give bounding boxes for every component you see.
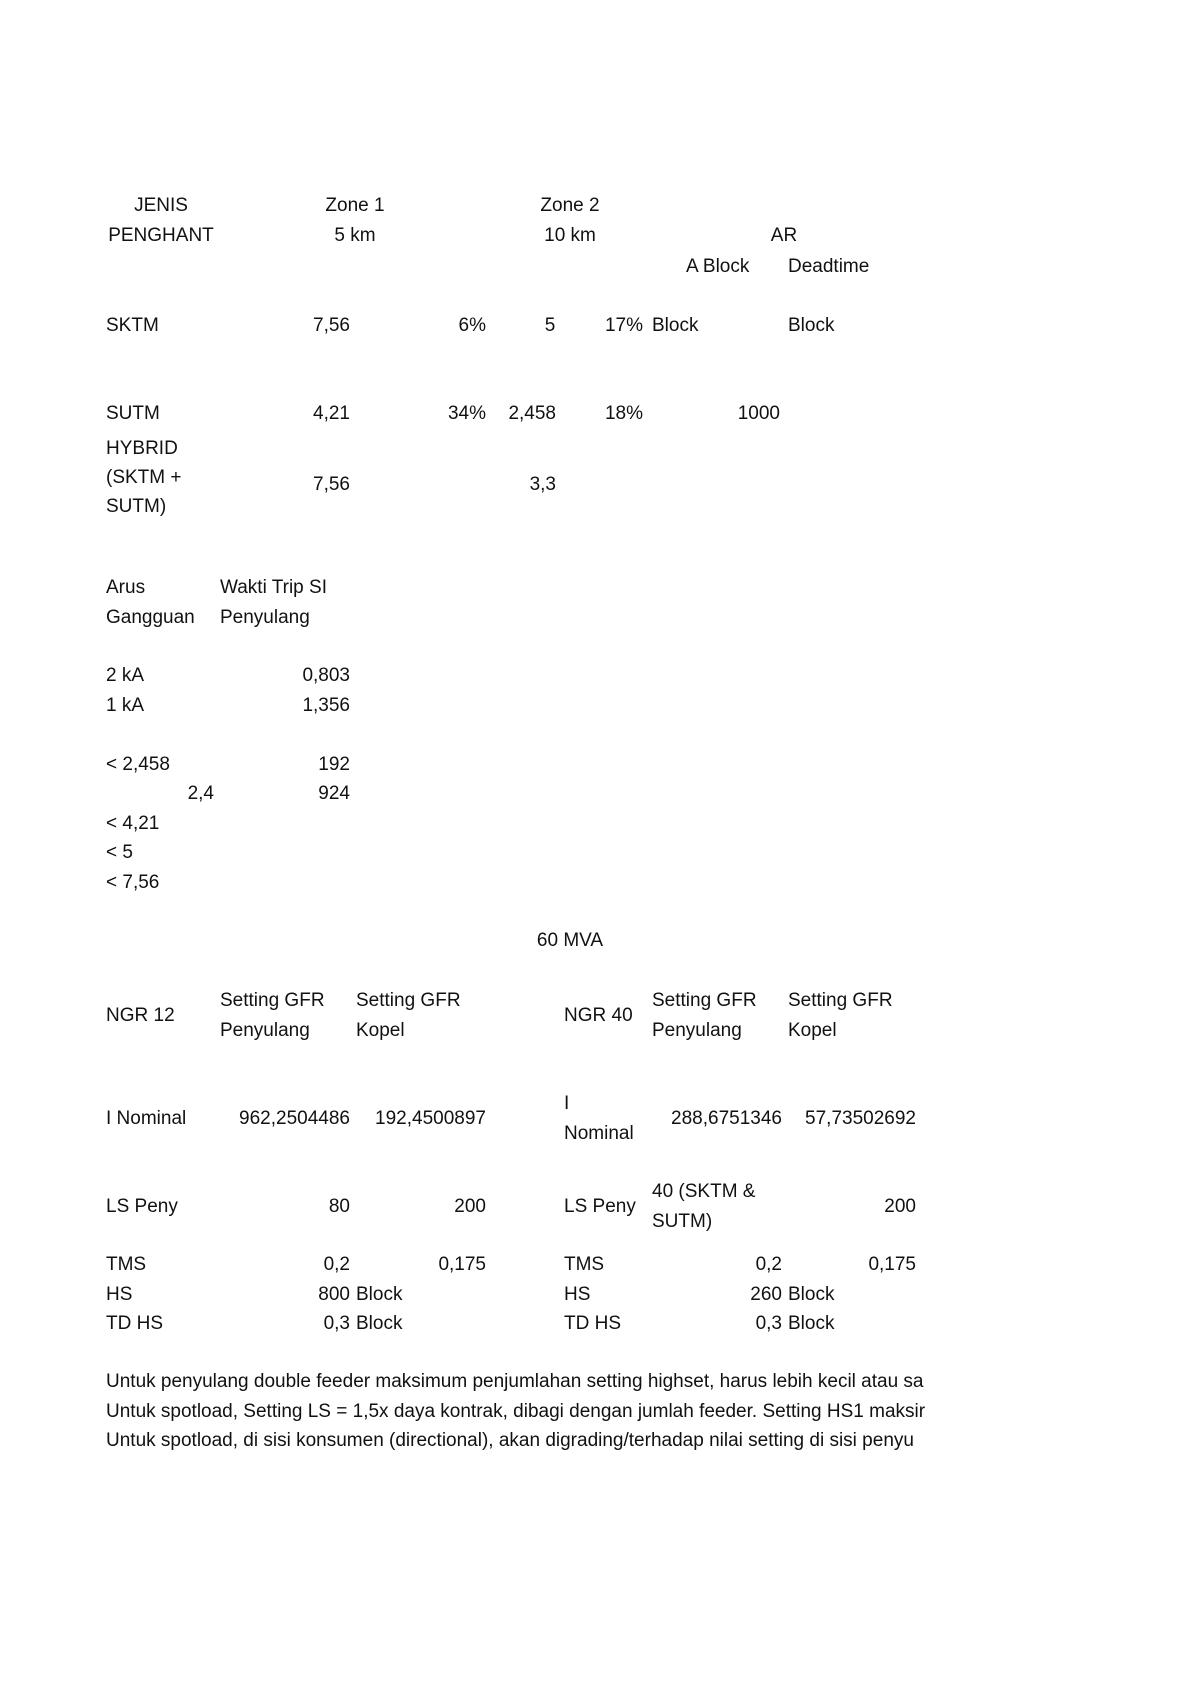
- note-spotload-directional: Untuk spotload, di sisi konsumen (directional), akan digrading/terhadap nilai setting di sisi penyu: [106, 1430, 914, 1451]
- trip-list-a: 2,4: [187, 783, 214, 804]
- trip-row-waktu: 1,356: [302, 695, 350, 716]
- ngr12-tms-v2: 0,175: [438, 1254, 486, 1275]
- ngr12-col1-line1: Setting GFR: [220, 990, 325, 1011]
- row-sktm-deadtime: Block: [788, 315, 835, 336]
- ngr12-tms-v1: 0,2: [323, 1254, 350, 1275]
- header-jenis: JENIS: [134, 195, 188, 216]
- ngr40-ls-label: LS Peny: [564, 1196, 636, 1217]
- trip-header-gangguan: Gangguan: [106, 607, 195, 628]
- ngr40-tdhs-v1: 0,3: [755, 1313, 782, 1334]
- row-sktm-z1: 7,56: [313, 315, 350, 336]
- trip-row-arus: 2 kA: [106, 665, 145, 686]
- ngr12-ls-v2: 200: [454, 1196, 486, 1217]
- ngr12-tdhs-label: TD HS: [106, 1313, 163, 1334]
- trip-row-arus: 1 kA: [106, 695, 145, 716]
- trip-list-a: < 5: [106, 842, 133, 863]
- ngr40-col2-line1: Setting GFR: [788, 990, 893, 1011]
- ngr40-title: NGR 40: [564, 1005, 633, 1026]
- ngr40-hs-v1: 260: [750, 1284, 782, 1305]
- row-hybrid-z2: 3,3: [529, 474, 556, 495]
- ngr40-inominal-label-line2: Nominal: [564, 1123, 634, 1144]
- trip-list-b: 924: [318, 783, 350, 804]
- trip-list-b: 192: [318, 754, 350, 775]
- row-hybrid-line1: HYBRID: [106, 438, 178, 459]
- header-penghant: PENGHANT: [108, 225, 214, 246]
- ngr12-hs-v2: Block: [356, 1284, 403, 1305]
- ngr12-tdhs-v1: 0,3: [323, 1313, 350, 1334]
- header-zone2-km: 10 km: [544, 225, 596, 246]
- ngr40-inominal-v1: 288,6751346: [671, 1108, 782, 1129]
- ngr40-ls-v1-line1: 40 (SKTM &: [652, 1181, 756, 1202]
- header-zone1: Zone 1: [325, 195, 385, 216]
- trip-list-a: < 4,21: [106, 813, 160, 834]
- row-sutm-z2-pct: 18%: [604, 403, 643, 424]
- trip-list-a: < 2,458: [106, 754, 170, 775]
- row-sktm-z2: 5: [544, 315, 556, 336]
- row-sktm-z2-pct: 17%: [604, 315, 643, 336]
- mva-label: 60 MVA: [536, 930, 604, 951]
- ngr40-inominal-label-line1: I: [564, 1093, 570, 1114]
- ngr40-tms-v1: 0,2: [755, 1254, 782, 1275]
- ngr40-hs-v2: Block: [788, 1284, 835, 1305]
- row-sutm-ar-value: 1000: [737, 403, 780, 424]
- ngr40-tms-label: TMS: [564, 1254, 605, 1275]
- ngr40-col2-line2: Kopel: [788, 1020, 837, 1041]
- note-spotload-setting: Untuk spotload, Setting LS = 1,5x daya kontrak, dibagi dengan jumlah feeder. Setting HS1 maksir: [106, 1401, 926, 1422]
- row-sktm-z1-pct: 6%: [458, 315, 486, 336]
- row-sktm-name: SKTM: [106, 315, 159, 336]
- note-double-feeder: Untuk penyulang double feeder maksimum penjumlahan setting highset, harus lebih kecil atau sa: [106, 1371, 924, 1392]
- ngr12-ls-label: LS Peny: [106, 1196, 178, 1217]
- row-sutm-z2: 2,458: [508, 403, 556, 424]
- ngr12-hs-label: HS: [106, 1284, 133, 1305]
- ngr40-inominal-v2: 57,73502692: [805, 1108, 916, 1129]
- header-zone1-km: 5 km: [334, 225, 376, 246]
- ngr40-tdhs-label: TD HS: [564, 1313, 621, 1334]
- ngr12-ls-v1: 80: [328, 1196, 350, 1217]
- row-hybrid-name: [106, 438, 206, 517]
- ngr12-tdhs-v2: Block: [356, 1313, 403, 1334]
- ngr40-hs-label: HS: [564, 1284, 591, 1305]
- ngr12-hs-v1: 800: [318, 1284, 350, 1305]
- ngr12-inominal-v2: 192,4500897: [375, 1108, 486, 1129]
- row-hybrid-line2: (SKTM +: [106, 467, 182, 488]
- ngr12-title: NGR 12: [106, 1005, 175, 1026]
- header-ar: AR: [770, 225, 798, 246]
- ngr40-tms-v2: 0,175: [868, 1254, 916, 1275]
- ngr12-col2-line1: Setting GFR: [356, 990, 461, 1011]
- row-sutm-z1-pct: 34%: [447, 403, 486, 424]
- row-sutm-z1: 4,21: [313, 403, 350, 424]
- header-zone2: Zone 2: [540, 195, 600, 216]
- trip-header-arus: Arus: [106, 577, 146, 598]
- ngr40-ls-v1-line2: SUTM): [652, 1211, 713, 1232]
- row-sktm-a-block: Block: [652, 315, 699, 336]
- ngr12-col1-line2: Penyulang: [220, 1020, 310, 1041]
- header-deadtime: Deadtime: [788, 256, 870, 277]
- header-a-block: A Block: [686, 256, 750, 277]
- trip-header-penyulang: Penyulang: [220, 607, 310, 628]
- ngr12-tms-label: TMS: [106, 1254, 147, 1275]
- ngr40-ls-v2: 200: [884, 1196, 916, 1217]
- row-hybrid-z1: 7,56: [313, 474, 350, 495]
- ngr12-inominal-v1: 962,2504486: [239, 1108, 350, 1129]
- trip-header-wakti: Wakti Trip SI: [220, 577, 327, 598]
- trip-list-a: < 7,56: [106, 872, 160, 893]
- ngr12-col2-line2: Kopel: [356, 1020, 405, 1041]
- ngr40-tdhs-v2: Block: [788, 1313, 835, 1334]
- trip-row-waktu: 0,803: [302, 665, 350, 686]
- row-sutm-name: SUTM: [106, 403, 160, 424]
- ngr40-col1-line2: Penyulang: [652, 1020, 742, 1041]
- row-hybrid-line3: SUTM): [106, 496, 167, 517]
- ngr12-inominal-label: I Nominal: [106, 1108, 187, 1129]
- ngr40-col1-line1: Setting GFR: [652, 990, 757, 1011]
